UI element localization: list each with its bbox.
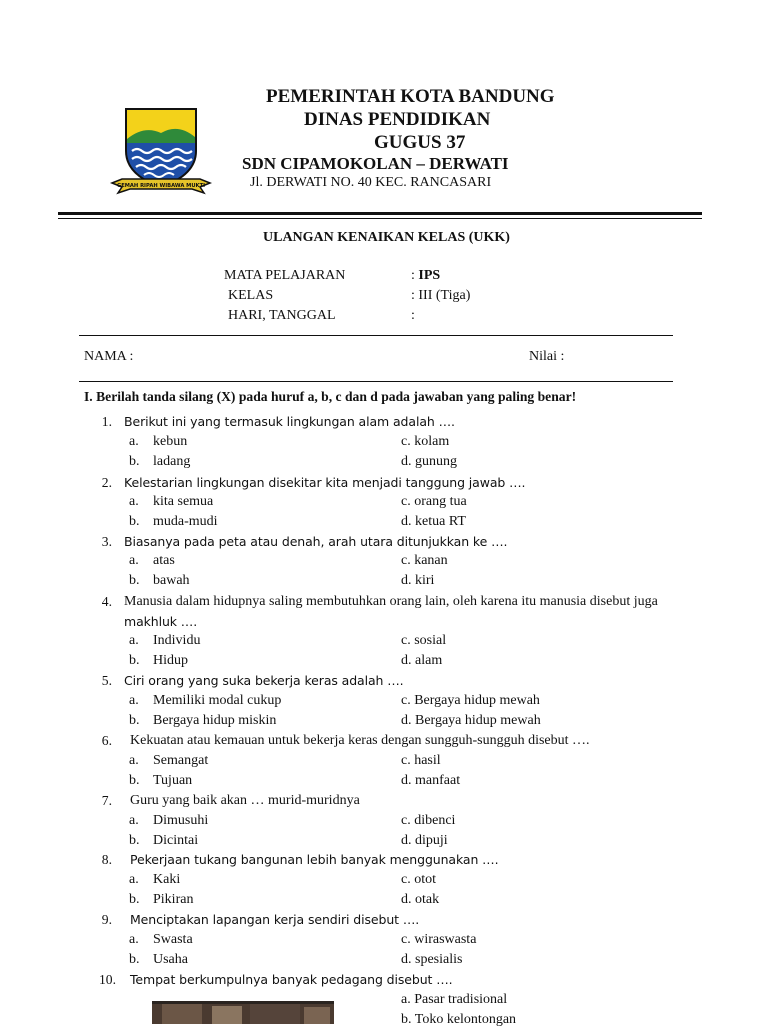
header-line1: PEMERINTAH KOTA BANDUNG <box>266 86 555 107</box>
question-number: 4. <box>101 594 112 609</box>
option-letter: a. <box>129 553 139 568</box>
option-letter: a. <box>129 813 139 828</box>
header-rule-thick <box>58 212 702 215</box>
question-number: 2. <box>101 475 112 490</box>
question-text: Menciptakan lapangan kerja sendiri disebut …. <box>130 912 420 927</box>
header-line4: SDN CIPAMOKOLAN – DERWATI <box>242 154 509 173</box>
option-d[interactable]: d. kiri <box>401 573 435 588</box>
option-text: Kaki <box>153 872 181 887</box>
option-letter: b. <box>129 833 140 848</box>
option-d[interactable]: d. otak <box>401 892 440 907</box>
question-number: 9. <box>101 912 112 927</box>
option-d[interactable]: d. Bergaya hidup mewah <box>401 713 541 728</box>
option-text: Dicintai <box>153 833 199 848</box>
header-address: Jl. DERWATI NO. 40 KEC. RANCASARI <box>250 175 492 190</box>
question-text: Tempat berkumpulnya banyak pedagang disebut …. <box>130 972 453 987</box>
option-text: Semangat <box>153 753 209 768</box>
option-letter: b. <box>129 514 140 529</box>
option-letter: b. <box>129 454 140 469</box>
question-number: 6. <box>101 733 112 748</box>
question-text: Pekerjaan tukang bangunan lebih banyak menggunakan …. <box>130 852 499 867</box>
option-c[interactable]: c. orang tua <box>401 494 467 509</box>
option-b[interactable] <box>129 952 188 968</box>
option-text: kita semua <box>153 494 214 509</box>
option-letter: a. <box>129 932 139 947</box>
option-d[interactable]: d. alam <box>401 653 443 668</box>
question-text: Manusia dalam hidupnya saling membutuhkan orang lain, oleh karena itu manusia disebut juga <box>124 594 658 609</box>
question-text: Berikut ini yang termasuk lingkungan alam adalah …. <box>124 414 455 429</box>
option-text: Usaha <box>153 952 188 967</box>
option-a[interactable] <box>129 633 200 649</box>
question-text-continued: makhluk …. <box>124 614 198 629</box>
option-text: kebun <box>153 434 188 449</box>
header-rule-thin <box>58 218 702 219</box>
option-a[interactable] <box>129 693 281 709</box>
option-text: Swasta <box>153 932 193 947</box>
option-text: bawah <box>153 573 190 588</box>
score-label: Nilai : <box>529 349 565 364</box>
option-a[interactable] <box>129 872 180 888</box>
question-text: Guru yang baik akan … murid-muridnya <box>130 793 360 808</box>
option-text: Memiliki modal cukup <box>153 693 282 708</box>
option-a[interactable] <box>129 753 208 769</box>
question-text: Ciri orang yang suka bekerja keras adalah …. <box>124 673 404 688</box>
option-letter: b. <box>129 573 140 588</box>
option-text: Bergaya hidup miskin <box>153 713 277 728</box>
name-rule-top <box>79 335 673 336</box>
option-d[interactable]: d. dipuji <box>401 833 448 848</box>
option-text: ladang <box>153 454 191 469</box>
option-b[interactable] <box>129 713 276 729</box>
date-label: HARI, TANGGAL <box>228 308 336 323</box>
question-number: 1. <box>101 414 112 429</box>
option-c[interactable]: c. hasil <box>401 753 441 768</box>
option-c[interactable]: c. kolam <box>401 434 450 449</box>
question-text: Kelestarian lingkungan disekitar kita menjadi tanggung jawab …. <box>124 475 526 490</box>
name-label: NAMA : <box>84 349 134 364</box>
option-letter: a. <box>129 693 139 708</box>
option-c[interactable]: c. sosial <box>401 633 447 648</box>
option-c[interactable]: c. otot <box>401 872 436 887</box>
name-rule-bottom <box>79 381 673 382</box>
subject-value-text: IPS <box>418 268 441 283</box>
question-number: 8. <box>101 852 112 867</box>
option-letter: b. <box>129 713 140 728</box>
header-line2: DINAS PENDIDIKAN <box>304 109 491 130</box>
question-number: 7. <box>101 793 112 808</box>
option-letter: b. <box>129 773 140 788</box>
city-logo <box>108 103 214 199</box>
class-value: : III (Tiga) <box>411 288 471 303</box>
option-c[interactable]: c. wiraswasta <box>401 932 477 947</box>
option-letter: a. <box>129 633 139 648</box>
option-text: Pikiran <box>153 892 194 907</box>
class-label: KELAS <box>228 288 274 303</box>
option-d[interactable]: d. gunung <box>401 454 457 469</box>
date-value: : <box>411 308 415 323</box>
option-letter: a. <box>129 753 139 768</box>
option-b[interactable]: b. Toko kelontongan <box>401 1012 517 1027</box>
option-letter: b. <box>129 892 140 907</box>
option-c[interactable]: c. Bergaya hidup mewah <box>401 693 540 708</box>
option-c[interactable]: c. kanan <box>401 553 448 568</box>
header-line3: GUGUS 37 <box>374 132 466 153</box>
option-a[interactable] <box>129 553 175 569</box>
option-letter: b. <box>129 952 140 967</box>
question-text: Biasanya pada peta atau denah, arah utara ditunjukkan ke …. <box>124 534 508 549</box>
exam-title: ULANGAN KENAIKAN KELAS (UKK) <box>263 230 510 245</box>
option-b[interactable] <box>129 514 218 530</box>
option-letter: a. <box>129 434 139 449</box>
option-b[interactable] <box>129 773 192 789</box>
option-b[interactable] <box>129 653 188 669</box>
market-photo <box>152 1001 334 1024</box>
option-text: Individu <box>153 633 201 648</box>
option-a[interactable]: a. Pasar tradisional <box>401 992 508 1007</box>
question-number: 10. <box>99 972 116 987</box>
option-b[interactable] <box>129 833 198 849</box>
section-instruction: I. Berilah tanda silang (X) pada huruf a, b, c dan d pada jawaban yang paling benar! <box>84 389 577 404</box>
option-text: Tujuan <box>153 773 193 788</box>
option-a[interactable] <box>129 494 213 510</box>
option-b[interactable] <box>129 573 190 589</box>
option-text: Dimusuhi <box>153 813 209 828</box>
option-d[interactable]: d. manfaat <box>401 773 461 788</box>
option-b[interactable] <box>129 454 190 470</box>
option-a[interactable] <box>129 434 187 450</box>
option-text: atas <box>153 553 175 568</box>
option-b[interactable] <box>129 892 193 908</box>
logo-ribbon-text: GEMAH RIPAH WIBAWA MUKTI <box>116 183 206 189</box>
subject-label: MATA PELAJARAN <box>224 268 346 283</box>
option-text: Hidup <box>153 653 188 668</box>
question-text: Kekuatan atau kemauan untuk bekerja keras dengan sungguh-sungguh disebut …. <box>130 733 590 748</box>
option-letter: a. <box>129 494 139 509</box>
question-number: 3. <box>101 534 112 549</box>
subject-value <box>411 268 440 284</box>
option-c[interactable]: c. dibenci <box>401 813 456 828</box>
option-a[interactable] <box>129 813 208 829</box>
option-d[interactable]: d. spesialis <box>401 952 463 967</box>
option-letter: a. <box>129 872 139 887</box>
option-letter: b. <box>129 653 140 668</box>
option-a[interactable] <box>129 932 193 948</box>
question-number: 5. <box>101 673 112 688</box>
subject-colon: : <box>411 268 419 283</box>
option-text: muda-mudi <box>153 514 218 529</box>
option-d[interactable]: d. ketua RT <box>401 514 466 529</box>
